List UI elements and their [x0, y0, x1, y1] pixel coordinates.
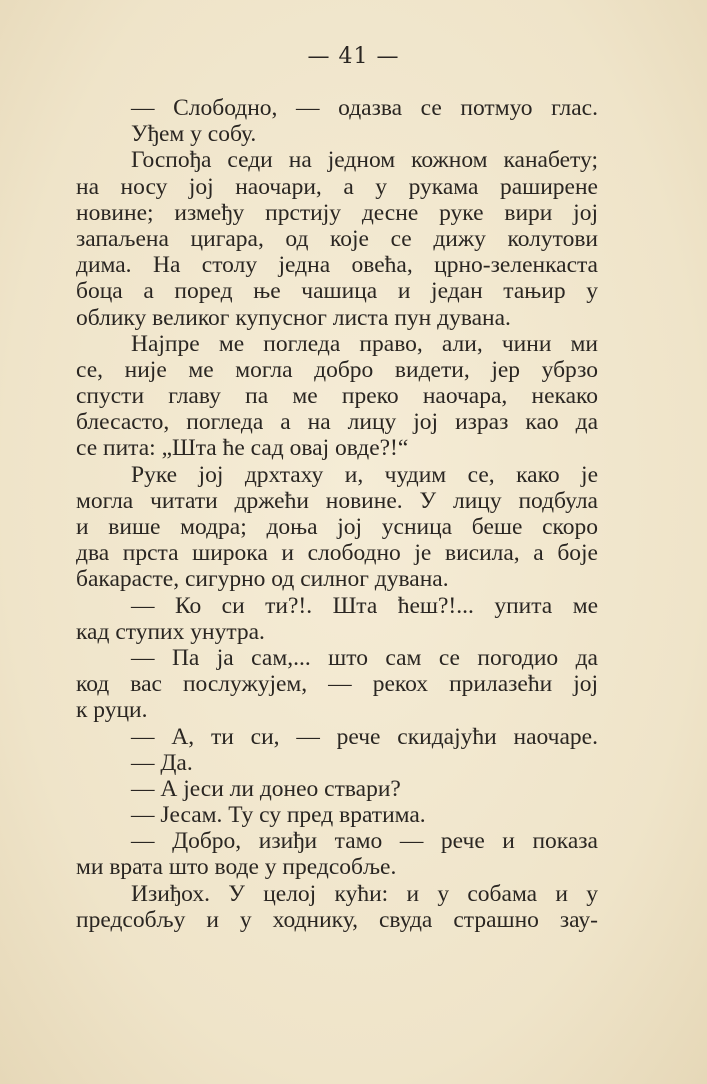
text-line: се, није ме могла добро видети, јер убрзо: [76, 356, 598, 383]
text-line: — Па ја сам,... што сам се погодио да: [131, 644, 598, 671]
text-line: код вас послужујем, — рекох прилазећи јој: [76, 671, 598, 698]
text-line: на носу јој наочари, а у рукама раширене: [76, 173, 598, 200]
text-line: предсобљу и у ходнику, свуда страшно зау-: [76, 906, 598, 933]
page-number: — 41 —: [307, 44, 400, 69]
text-line: — Слободно, — одазва се потмуо глас.: [131, 95, 598, 121]
text-line: — Ко си ти?!. Шта ћеш?!... упита ме: [131, 592, 598, 619]
text-line: — А јеси ли донео ствари?: [131, 775, 401, 802]
text-line: — Да.: [131, 749, 193, 776]
text-line: Уђем у собу.: [131, 121, 257, 148]
text-line: — А, ти си, — рече скидајући наочаре.: [131, 723, 598, 750]
text-line: запаљена цигара, од које се дижу колутови: [76, 225, 598, 252]
text-line: кад ступих унутра.: [76, 618, 265, 645]
text-line: облику великог купусног листа пун дувана.: [76, 304, 511, 331]
text-line: — Добро, изиђи тамо — рече и показа: [131, 828, 598, 855]
text-line: бакарасте, сигурно од силног дувана.: [76, 566, 449, 593]
text-line: се пита: „Шта ће сад овај овде?!“: [76, 435, 409, 462]
text-line: и више модра; доња јој усница беше скоро: [76, 514, 598, 540]
text-line: боца а поред ње чашица и један тањир у: [76, 278, 598, 305]
body-text: [76, 95, 598, 933]
text-line: Госпођа седи на једном кожном канабету;: [131, 147, 598, 174]
text-line: Најпре ме погледа право, али, чини ми: [131, 330, 598, 357]
text-line: два прста широка и слободно је висила, а боје: [76, 540, 598, 567]
text-line: Руке јој дрхтаху и, чудим се, како је: [131, 461, 598, 488]
text-line: Изиђох. У целој кући: и у собама и у: [131, 880, 598, 907]
text-line: могла читати држећи новине. У лицу подбула: [76, 487, 598, 514]
text-line: — Јесам. Ту су пред вратима.: [131, 802, 426, 829]
text-line: блесасто, погледа а на лицу јој израз као да: [76, 409, 598, 436]
text-line: спусти главу па ме преко наочара, некако: [76, 383, 598, 410]
text-line: новине; између прстију десне руке вири јој: [76, 199, 598, 226]
text-line: к руци.: [76, 697, 148, 724]
text-line: ми врата што воде у предсобље.: [76, 854, 397, 881]
text-line: дима. На столу једна овећа, црно-зеленкаста: [76, 252, 598, 279]
